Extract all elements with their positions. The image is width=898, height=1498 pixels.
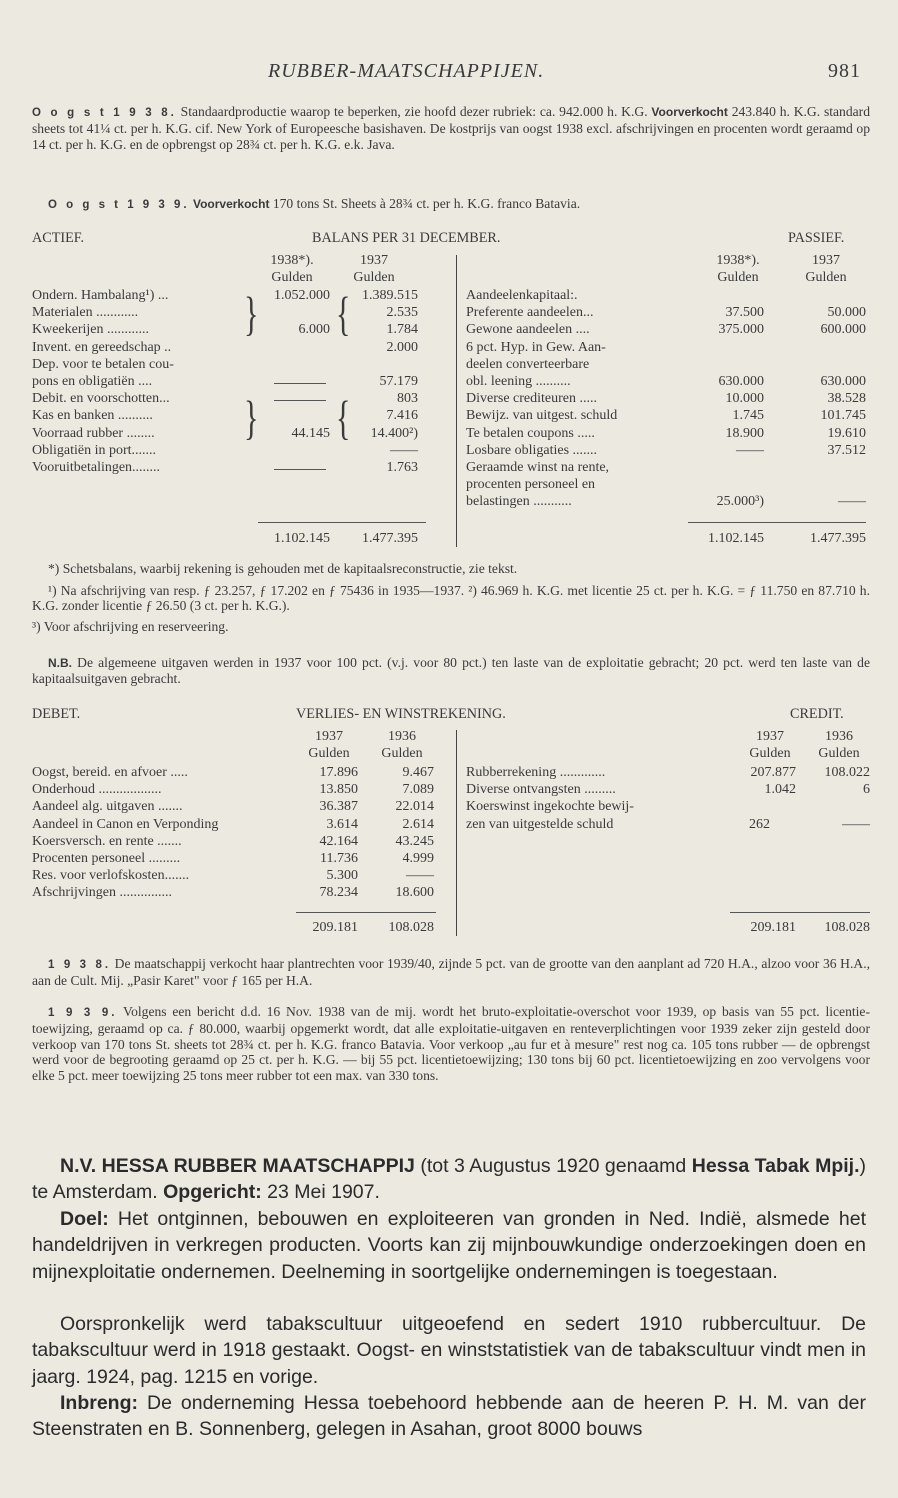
value: 36.387 — [319, 799, 358, 815]
list-item: obl. leening .......... — [466, 373, 571, 389]
dash — [274, 383, 326, 384]
balans-right-total-rule — [688, 522, 866, 523]
winst-right-col-1937: 1937 — [756, 729, 784, 744]
value: 803 — [397, 391, 418, 407]
hessa-inbreng — [32, 1390, 866, 1443]
list-item: Diverse ontvangsten ......... — [466, 782, 616, 798]
nb-paragraph — [32, 655, 870, 687]
value: 57.179 — [379, 373, 418, 389]
value: 1.389.515 — [362, 288, 418, 303]
balans-col-1938: 1938*). — [270, 253, 314, 268]
winst-credit-rows — [466, 764, 634, 833]
footnote-3: ³) Voor afschrijving en reserveering. — [32, 619, 229, 634]
hessa-t1: (tot 3 Augustus 1920 genaamd — [414, 1155, 692, 1177]
value: 10.000 — [725, 391, 764, 407]
list-item: Onderhoud .................. — [32, 782, 162, 798]
winst-1936-column — [362, 764, 434, 902]
list-item: Dep. voor te betalen cou- — [32, 356, 174, 372]
value: 2.535 — [386, 305, 418, 321]
nb-text: De algemeene uitgaven werden in 1937 voor 100 pct. (v.j. voor 80 pct.) ten laste van de exploitatie gebracht; 20 pct. werd ten laste van de kapitaalsuitgaven gebracht. — [32, 655, 870, 687]
hessa-oorspronkelijk: Oorspronkelijk werd tabakscultuur uitgeoefend en sedert 1910 rubbercultuur. De tabakscultuur werd in 1918 gestaakt. Oogst- en winststatistiek van de tabakscultuur vindt men in jaarg. 1924, pag. 1215 en vorige. — [32, 1313, 866, 1388]
winst-divider — [456, 730, 457, 936]
dash — [274, 469, 326, 470]
value: 262 — [749, 816, 770, 832]
winst-unit-1937: Gulden — [308, 746, 350, 761]
list-item: pons en obligatiën .... — [32, 373, 153, 389]
balans-group1-1938: 6.000 — [298, 322, 330, 337]
list-item: Diverse crediteuren ..... — [466, 391, 597, 407]
value: 108.022 — [824, 765, 870, 780]
value: 1.042 — [764, 782, 796, 798]
paragraph-1939-text: Volgens een bericht d.d. 16 Nov. 1938 van de mij. wordt het bruto-exploitatie-overschot voor 1939, op basis van 55 pct. licentie-toewijzing, geraamd op ca. ƒ 80.000, waarbij opgemerkt wordt, dat alle exploitatie-uitgaven en renteverplichtingen voor 1939 zeker zijn gesteld door verkoop van 170 tons St. sheets tot 28¾ ct. per h. K.G. franco Batavia. Voor verkoop „au fur et à mesure" rest nog ca. 105 tons rubber — de opbrengst werd voor de begrooting geraamd op 25 ct. per h. K.G. — bij 55 pct. licentietoewijzing; 130 tons bij 60 pct. licentietoewijzing en zoo vervolgens voor elke 5 pct. meer toewijzing 25 tons meer rubber tot een max. van 330 tons. — [32, 1004, 870, 1083]
paragraph-1938 — [32, 956, 870, 989]
list-item: Ondern. Hambalang¹) ... — [32, 288, 169, 303]
value: 7.416 — [386, 408, 418, 424]
winst-right-total-rule — [730, 912, 870, 913]
winst-1937-column — [282, 764, 358, 902]
winst-debet-rows — [32, 764, 218, 902]
balans-divider — [456, 255, 457, 547]
balans-hambalang-1938: 1.052.000 — [274, 288, 330, 303]
opgericht-value: 23 Mei 1907. — [261, 1181, 380, 1204]
value: 3.614 — [326, 816, 358, 832]
value: 9.467 — [402, 765, 434, 780]
value — [680, 339, 764, 356]
value: 42.164 — [319, 833, 358, 849]
value: 17.896 — [319, 765, 358, 780]
list-item: Rubberrekening ............. — [466, 765, 606, 780]
winst-right-total-1936: 108.028 — [824, 920, 870, 935]
list-item: Debit. en voorschotten... — [32, 391, 170, 407]
balans-passief-rows — [466, 287, 617, 510]
balans-title: BALANS PER 31 DECEMBER. — [312, 230, 501, 246]
balans-right-unit-1937: Gulden — [805, 270, 847, 285]
list-item: Koersversch. en rente ....... — [32, 833, 182, 849]
brace-right: { — [336, 287, 351, 341]
value: 1.745 — [732, 408, 764, 424]
balans-left-total-rule — [258, 522, 426, 523]
value — [680, 476, 764, 493]
list-item: Kweekerijen ............ — [32, 322, 150, 338]
value — [776, 339, 866, 356]
balans-right-total-1937: 1.477.395 — [810, 531, 866, 546]
value: 37.512 — [827, 442, 866, 458]
winst-title: VERLIES- EN WINSTREKENING. — [296, 706, 506, 722]
brace-right: { — [336, 391, 351, 445]
value: 101.745 — [820, 408, 866, 424]
hessa-doel — [32, 1206, 866, 1285]
balans-left-total-1937: 1.477.395 — [362, 531, 418, 546]
winst-right-col-1936: 1936 — [825, 729, 853, 744]
list-item: deelen converteerbare — [466, 356, 590, 372]
value: 600.000 — [820, 322, 866, 338]
oogst-1938-text2: 243.840 h. K.G. standard sheets tot 41¼ ct. per h. K.G. cif. New York of Europeesche basishaven. De kostprijs van oogst 1938 excl. afschrijvingen en procenten wordt geraamd op 14 ct. per h. K.G. en de opbrengst op 28¾ ct. per h. K.G. e.k. Java. — [32, 104, 870, 152]
voorverkocht-label: Voorverkocht — [651, 105, 728, 119]
balans-right-1938-column — [680, 287, 764, 510]
winst-unit-1936: Gulden — [381, 746, 423, 761]
list-item: 6 pct. Hyp. in Gew. Aan- — [466, 339, 606, 355]
balans-actief-rows — [32, 287, 174, 476]
value: 43.245 — [395, 833, 434, 849]
value: 375.000 — [718, 322, 764, 338]
running-header: RUBBER-MAATSCHAPPIJEN. — [268, 60, 545, 82]
winst-col-1937: 1937 — [315, 729, 343, 744]
hessa-heading — [32, 1153, 866, 1206]
value — [776, 356, 866, 373]
list-item: Kas en banken .......... — [32, 408, 153, 424]
value: —— — [406, 868, 434, 884]
value — [776, 459, 866, 476]
balans-right-total-1938: 1.102.145 — [708, 531, 764, 546]
oogst-1938-label: O o g s t 1 9 3 8. — [32, 107, 177, 119]
value — [776, 287, 866, 304]
footnote-1: ¹) Na afschrijving van resp. ƒ 23.257, ƒ 17.202 en ƒ 75436 in 1935—1937. ²) 46.969 h. K.G. met licentie 25 ct. per h. K.G. = ƒ 11.750 en 87.710 h. K.G. zonder licentie ƒ 26.50 (3 ct. per h. K.G.). — [32, 583, 870, 614]
value: 207.877 — [750, 765, 796, 780]
value: 2.614 — [402, 816, 434, 832]
oogst-1938-paragraph — [32, 104, 870, 152]
paragraph-1938-text: De maatschappij verkocht haar plantrechten voor 1939/40, zijnde 5 pct. van de grootte van den aanplant ad 720 H.A., alzoo voor 36 H.A., aan de Cult. Mij. „Pasir Karet" voor ƒ 165 per H.A. — [32, 956, 870, 989]
list-item: Voorraad rubber ........ — [32, 425, 155, 441]
paragraph-1939 — [32, 1004, 870, 1083]
value: 5.300 — [326, 868, 358, 884]
old-company-name: Hessa Tabak Mpij. — [691, 1155, 860, 1177]
balans-col-1937: 1937 — [360, 253, 388, 268]
value: 18.600 — [395, 885, 434, 901]
winst-col-1936: 1936 — [388, 729, 416, 744]
voorverkocht-1939-label: Voorverkocht — [192, 197, 270, 211]
value: 630.000 — [718, 373, 764, 389]
value: 13.850 — [319, 782, 358, 798]
nb-label: N.B. — [48, 656, 72, 670]
list-item: Losbare obligaties ....... — [466, 442, 598, 458]
brace-left: } — [244, 391, 259, 445]
value: 78.234 — [319, 885, 358, 901]
winst-right-total-1937: 209.181 — [750, 920, 796, 935]
value: 11.736 — [320, 850, 358, 866]
balans-group2-1938: 44.145 — [291, 426, 330, 441]
value: 38.528 — [827, 391, 866, 407]
balans-1937-column — [330, 287, 418, 476]
balans-right-unit-1938: Gulden — [717, 270, 759, 285]
list-item: Procenten personeel ......... — [32, 850, 181, 866]
value: —— — [838, 494, 866, 510]
inbreng-label: Inbreng: — [60, 1392, 138, 1414]
brace-left: } — [244, 287, 259, 341]
value — [680, 459, 764, 476]
list-item: Oogst, bereid. en afvoer ..... — [32, 765, 188, 780]
value — [798, 798, 870, 815]
winst-credit-title: CREDIT. — [790, 706, 844, 722]
list-item: Res. voor verlofskosten....... — [32, 868, 190, 884]
value: 630.000 — [820, 373, 866, 389]
list-item: Preferente aandeelen... — [466, 305, 594, 321]
value — [716, 798, 796, 815]
value: 37.500 — [725, 305, 764, 321]
paragraph-1938-label: 1 9 3 8. — [48, 959, 112, 971]
list-item: Geraamde winst na rente, — [466, 459, 610, 475]
oogst-1939-paragraph — [48, 196, 580, 213]
balans-passief-title: PASSIEF. — [788, 230, 845, 246]
value: 50.000 — [827, 305, 866, 321]
list-item: Aandeelenkapitaal:. — [466, 288, 578, 303]
hessa-t2: ) te Amsterdam. — [32, 1155, 866, 1204]
balans-unit-1937: Gulden — [353, 270, 395, 285]
value: 19.610 — [827, 425, 866, 441]
winst-left-total-1937: 209.181 — [312, 920, 358, 935]
winst-right-unit-1937: Gulden — [749, 746, 791, 761]
winst-right-1937-column — [716, 764, 796, 833]
value — [680, 356, 764, 373]
list-item: belastingen ........... — [466, 494, 572, 510]
winst-left-total-1936: 108.028 — [388, 920, 434, 935]
paragraph-1939-label: 1 9 3 9. — [48, 1007, 118, 1019]
list-item: Koerswinst ingekochte bewij- — [466, 799, 634, 815]
list-item: Bewijz. van uitgest. schuld — [466, 408, 618, 424]
winst-debet-title: DEBET. — [32, 706, 81, 722]
list-item: Obligatiën in port....... — [32, 442, 157, 458]
balans-right-col-1937: 1937 — [812, 253, 840, 268]
balans-right-col-1938: 1938*). — [716, 253, 760, 268]
winst-right-1936-column — [798, 764, 870, 833]
list-item: Vooruitbetalingen........ — [32, 459, 161, 475]
winst-right-unit-1936: Gulden — [818, 746, 860, 761]
value: 18.900 — [725, 425, 764, 441]
value: 1.763 — [386, 459, 418, 475]
list-item: procenten personeel en — [466, 477, 596, 493]
oogst-1938-text1: Standaardproductie waarop te beperken, zie hoofd dezer rubriek: ca. 942.000 h. K.G. — [176, 104, 648, 119]
oogst-1939-label: O o g s t 1 9 3 9. — [48, 199, 190, 211]
list-item: Te betalen coupons ..... — [466, 425, 595, 441]
balans-unit-1938: Gulden — [271, 270, 313, 285]
doel-label: Doel: — [60, 1208, 109, 1230]
balans-actief-title: ACTIEF. — [32, 230, 85, 246]
value: —— — [842, 816, 870, 832]
value: 25.000³) — [716, 494, 764, 510]
inbreng-text: De onderneming Hessa toebehoord hebbende aan de heeren P. H. M. van der Steenstraten en B. Sonnenberg, gelegen in Asahan, groot 8000 bouws — [32, 1392, 866, 1441]
value — [680, 287, 764, 304]
balans-left-total-1938: 1.102.145 — [274, 531, 330, 546]
value — [330, 356, 418, 373]
list-item: Aandeel alg. uitgaven ....... — [32, 799, 183, 815]
doel-text: Het ontginnen, bebouwen en exploiteeren van gronden in Ned. Indië, alsmede het handeldrijven in verkregen producten. Voorts kan zij mijnbouwkundige onderzoekingen doen en mijnexploitatie ondernemen. Deelneming in soortgelijke ondernemingen is toegestaan. — [32, 1208, 866, 1283]
value: —— — [390, 442, 418, 458]
value: 4.999 — [402, 850, 434, 866]
oogst-1939-text: 170 tons St. Sheets à 28¾ ct. per h. K.G. franco Batavia. — [269, 196, 581, 211]
dash — [274, 400, 326, 401]
value: 7.089 — [402, 782, 434, 798]
value: 2.000 — [386, 339, 418, 355]
company-name: N.V. HESSA RUBBER MAATSCHAPPIJ — [60, 1155, 415, 1177]
value: 14.400²) — [370, 425, 418, 441]
value: 1.784 — [386, 322, 418, 338]
footnote-star: *) Schetsbalans, waarbij rekening is gehouden met de kapitaalsreconstructie, zie tekst. — [48, 561, 518, 576]
list-item: Afschrijvingen ............... — [32, 885, 172, 901]
balans-right-1937-column — [776, 287, 866, 510]
value — [776, 476, 866, 493]
value: 6 — [863, 782, 870, 798]
list-item: Aandeel in Canon en Verponding — [32, 816, 219, 832]
value: —— — [736, 442, 764, 458]
list-item: Materialen ............ — [32, 305, 139, 321]
opgericht-label: Opgericht: — [163, 1181, 262, 1204]
page-number: 981 — [828, 60, 861, 82]
value: 22.014 — [395, 799, 434, 815]
list-item: Gewone aandeelen .... — [466, 322, 590, 338]
list-item: zen van uitgestelde schuld — [466, 816, 614, 832]
list-item: Invent. en gereedschap .. — [32, 339, 172, 355]
winst-left-total-rule — [296, 912, 436, 913]
